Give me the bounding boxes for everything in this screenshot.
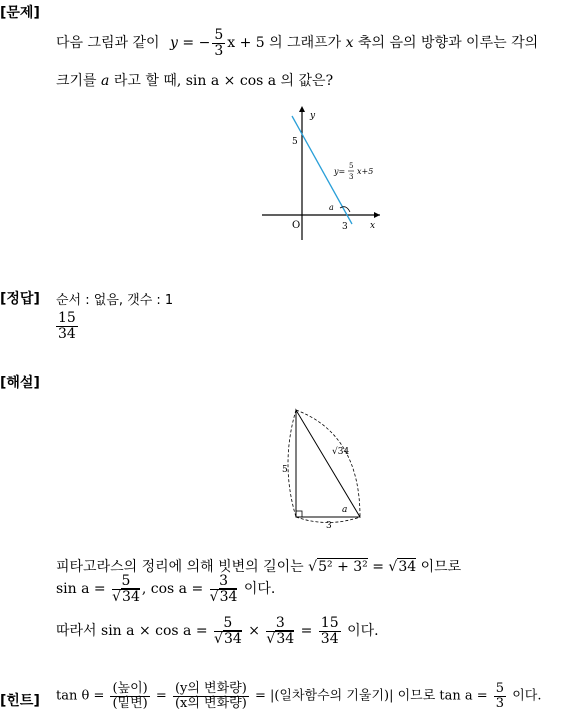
left-brace (288, 410, 296, 517)
side-left-label: 5 (282, 465, 288, 475)
graph-eq-den: 3 (349, 173, 354, 181)
solution-line-2: sin a = $\frac{5}{√34}$ , cos a = $\frac{3}{√34}$ 이다. (56, 573, 276, 605)
linear-graph (256, 102, 386, 242)
answer-header: [정답] (0, 291, 40, 307)
hint-line: tan θ = $\frac{\text{(높이)}}{\text{(밑변)}}$ = $\frac{\text{(y의 변화량)}}{\text{(x의 변화량)}}$ = |(일차함수의 기울기)| 이므로 tan a = $\frac{5}{3}$ 이다. (56, 681, 542, 711)
triangle (296, 410, 360, 517)
y-axis-arrow (299, 106, 305, 112)
graph-eq-suffix: x+5 (357, 167, 374, 176)
slope-fraction: $\frac{5}{3}$ (214, 27, 224, 59)
x-axis-arrow (374, 212, 380, 218)
x-axis-label: x (370, 221, 376, 231)
answer-value: $\frac{15}{34}$ (58, 310, 76, 342)
x-intercept-label: 3 (342, 222, 348, 232)
angle-label: a (329, 203, 334, 212)
problem-line-2: 크기를 a 라고 할 때, sin a × cos a 의 값은? (56, 73, 334, 89)
solution-line-1: 피타고라스의 정리에 의해 빗변의 길이는 √5² + 3² = √34 이므로 (56, 559, 462, 575)
solution-line-3: 따라서 sin a × cos a = $\frac{5}{√34}$ × $\frac{3}{√34}$ = $\frac{15}{34}$ 이다. (56, 615, 379, 647)
side-bottom-label: 3 (326, 521, 332, 530)
problem-header: [문제] (0, 5, 40, 21)
hint-header: [힌트] (0, 693, 40, 709)
triangle-angle-label: a (342, 505, 348, 515)
origin-label: O (292, 220, 301, 231)
y-axis-label: y (310, 111, 316, 121)
eq-y: y (170, 35, 178, 52)
graph-eq-prefix: y= (334, 167, 346, 176)
answer-meta: 순서 : 없음, 갯수 : 1 (56, 293, 174, 308)
right-angle-mark (296, 511, 302, 517)
graph-eq-num: 5 (349, 162, 354, 170)
solution-header: [해설] (0, 375, 40, 391)
right-triangle-figure (280, 404, 370, 530)
problem-line-1: 다음 그림과 같이 y = − $\frac{5}{3}$ x + 5 의 그래프가 x 축의 음의 방향과 이루는 각의 (56, 27, 539, 59)
y-intercept-label: 5 (292, 137, 298, 147)
hyp-label: √34 (332, 447, 350, 457)
